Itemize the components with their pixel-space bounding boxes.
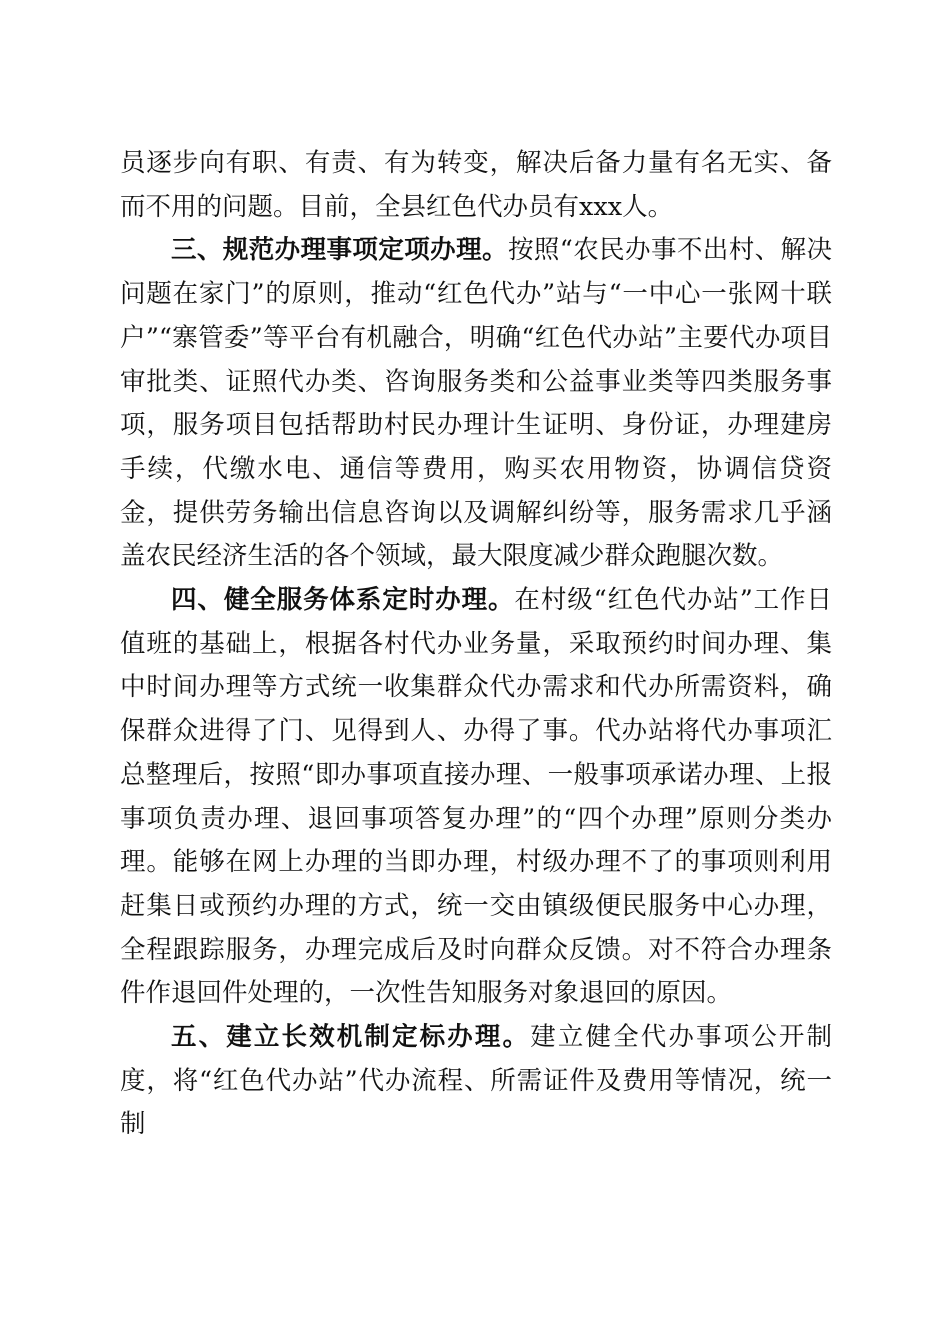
section-5-heading: 五、建立长效机制定标办理。 xyxy=(171,1022,531,1053)
paragraph-section-3 xyxy=(120,229,832,579)
paragraph-continuation xyxy=(120,142,832,229)
section-4-heading: 四、健全服务体系定时办理。 xyxy=(171,585,515,616)
section-3-heading: 三、规范办理事项定项办理。 xyxy=(171,235,508,266)
paragraph-section-5 xyxy=(120,1016,832,1147)
document-body xyxy=(120,142,832,1147)
paragraph-text: 在村级“红色代办站”工作日值班的基础上，根据各村代办业务量，采取预约时间办理、集中时间办理等方式统一收集群众代办需求和代办所需资料，确保群众进得了门、见得到人、办得了事。代办站将代办事项汇总整理后，按照“即办事项直接办理、一般事项承诺办理、上报事项负责办理、退回事项答复办理”的“四个办理”原则分类办理。能够在网上办理的当即办理，村级办理不了的事项则利用赶集日或预约办理的方式，统一交由镇级便民服务中心办理，全程跟踪服务，办理完成后及时向群众反馈。对不符合办理条件作退回件处理的，一次性告知服务对象退回的原因。 xyxy=(120,585,832,1009)
paragraph-text: 建立健全代办事项公开制度，将“红色代办站”代办流程、所需证件及费用等情况，统一制 xyxy=(120,1022,832,1140)
paragraph-text: 按照“农民办事不出村、解决问题在家门”的原则，推动“红色代办”站与“一中心一张网十联户”“寨管委”等平台有机融合，明确“红色代办站”主要代办项目审批类、证照代办类、咨询服务类和公益事业类等四类服务事项，服务项目包括帮助村民办理计生证明、身份证，办理建房手续，代缴水电、通信等费用，购买农用物资，协调信贷资金，提供劳务输出信息咨询以及调解纠纷等，服务需求几乎涵盖农民经济生活的各个领域，最大限度减少群众跑腿次数。 xyxy=(120,235,832,572)
paragraph-text: 员逐步向有职、有责、有为转变，解决后备力量有名无实、备而不用的问题。目前，全县红色代办员有xxx人。 xyxy=(120,148,832,222)
paragraph-section-4 xyxy=(120,579,832,1016)
